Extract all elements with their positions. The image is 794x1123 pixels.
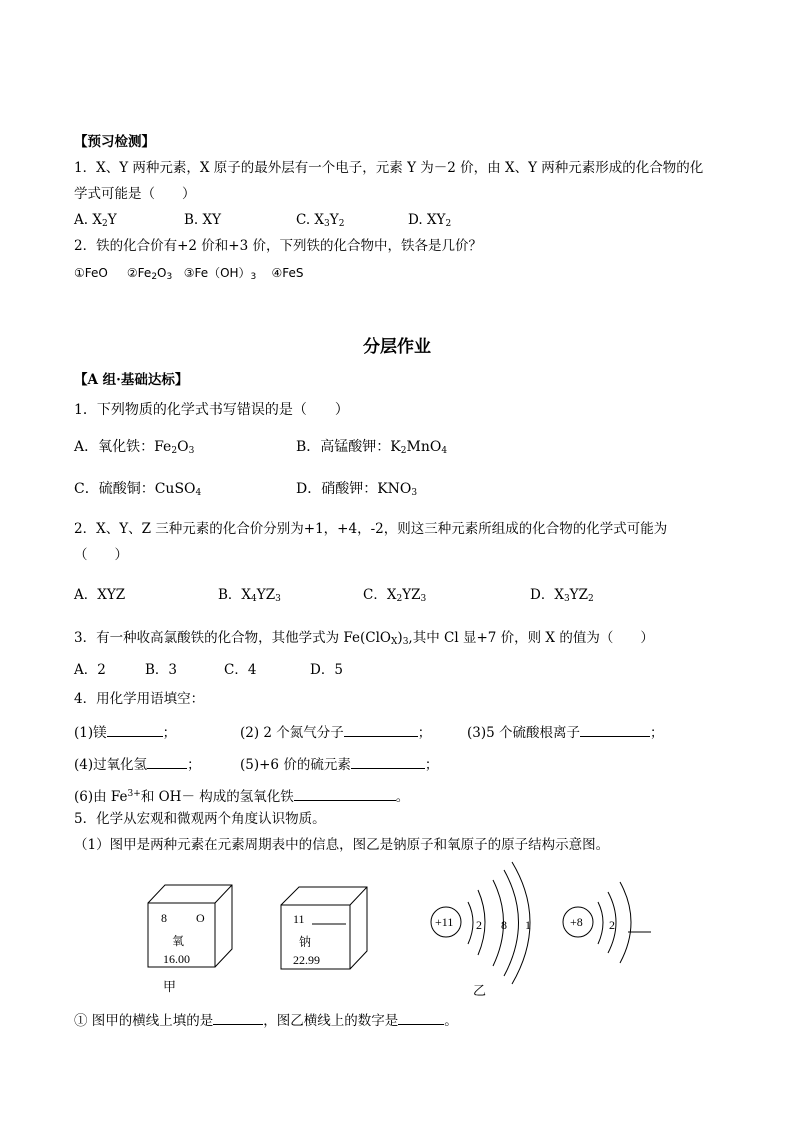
sodium-shell-2: 8	[501, 918, 507, 932]
blank-2[interactable]	[344, 723, 418, 737]
item-fes: ④FeS	[271, 266, 304, 280]
q4-part-4: (4)过氧化氢 ；	[74, 757, 201, 773]
preview-heading: 【预习检测】	[74, 134, 155, 150]
group-a-q5-question: ① 图甲的横线上填的是 ，图乙横线上的数字是 。	[74, 1013, 458, 1029]
q4-part-6: (6)由 $Fe^{3+}$和 OH－ 构成的氢氧化铁 。	[74, 789, 410, 805]
blank-6[interactable]	[294, 787, 396, 801]
group-a-q2-option-a: A．XYZ	[74, 587, 126, 603]
group-a-q1-option-a: A．氧化铁：$Fe_2O_3$	[74, 439, 195, 456]
sodium-mass: 22.99	[293, 953, 320, 967]
preview-q1-line2: 学式可能是（ ）	[74, 186, 196, 202]
preview-q1-option-b: B. XY	[184, 212, 222, 228]
item-fe2o3: $②Fe_2O_3$	[126, 266, 173, 282]
q4-part-1: (1)镁 ；	[74, 725, 177, 741]
group-a-q4-stem: 4．用化学用语填空：	[74, 691, 205, 707]
group-a-q5-stem: 5．化学从宏观和微观两个角度认识物质。	[74, 811, 326, 827]
group-a-q1-option-b: B．高锰酸钾：$K_2MnO_4$	[296, 439, 448, 456]
sodium-number: 11	[293, 912, 305, 926]
group-a-q3-option-b: B．3	[145, 662, 178, 678]
group-a-heading: 【A 组·基础达标】	[74, 372, 189, 388]
group-a-q1-option-d: D．硝酸钾：$KNO_3$	[296, 481, 418, 498]
oxygen-nucleus: +8	[570, 915, 583, 929]
blank-7[interactable]	[213, 1011, 263, 1025]
group-a-q3-option-c: C．4	[224, 662, 257, 678]
group-a-q3-option-d: D．5	[310, 662, 343, 678]
preview-q1-option-c: C. $X_3Y_2$	[296, 212, 345, 229]
sodium-shell-3: 1	[525, 918, 531, 932]
preview-q1-option-a: A. $X_2Y$	[74, 212, 117, 229]
preview-q1-option-d: D. $XY_2$	[408, 212, 452, 229]
sodium-shell-1: 2	[476, 918, 482, 932]
sodium-nucleus: +11	[435, 915, 454, 929]
blank-8[interactable]	[398, 1011, 444, 1025]
label-jia: 甲	[163, 980, 177, 995]
blank-3[interactable]	[580, 723, 650, 737]
label-yi: 乙	[473, 984, 487, 999]
oxygen-name: 氧	[172, 934, 185, 948]
preview-q1-line1: 1．X、Y 两种元素，X 原子的最外层有一个电子，元素 Y 为－2 价，由 X、Y 两种元素形成的化合物的化	[74, 160, 704, 176]
group-a-q2-option-c: C．$X_2YZ_3$	[363, 587, 427, 604]
preview-q2-items	[74, 264, 304, 282]
group-a-q3-stem: 3．有一种收高氯酸铁的化合物，其他学式为 $Fe(ClO_X)_3$,其中 Cl 显+7 价，则 X 的值为（ ）	[74, 630, 654, 647]
element-box-oxygen	[148, 885, 232, 967]
q4-part-2: (2) 2 个氮气分子 ；	[240, 725, 432, 741]
blank-1[interactable]	[107, 723, 163, 737]
q4-part-5: (5)+6 价的硫元素 ；	[240, 757, 439, 773]
group-a-q2-option-d: D．$X_3YZ_2$	[530, 587, 594, 604]
oxygen-mass: 16.00	[163, 952, 190, 966]
preview-q2-line: 2．铁的化合价有+2 价和+3 价，下列铁的化合物中，铁各是几价？	[74, 238, 482, 254]
item-feo: ①FeO	[74, 266, 108, 280]
group-a-q1-stem: 1．下列物质的化学式书写错误的是（ ）	[74, 402, 349, 418]
sodium-name: 钠	[299, 935, 312, 949]
blank-5[interactable]	[351, 755, 425, 769]
group-a-q2-option-b: B．$X_4YZ_3$	[218, 587, 281, 604]
group-a-q2-line2: （ ）	[74, 547, 128, 563]
group-a-q2-line1: 2．X、Y、Z 三种元素的化合价分别为+1，+4，-2，则这三种元素所组成的化合物的化学式可能为	[74, 521, 668, 537]
group-a-q1-option-c: C．硫酸铜：CuSO$_4$	[74, 481, 202, 498]
oxygen-number: 8	[161, 911, 167, 925]
oxygen-shell-1: 2	[609, 918, 615, 932]
group-a-q5-sub1: （1）图甲是两种元素在元素周期表中的信息，图乙是钠原子和氧原子的原子结构示意图。	[74, 837, 610, 853]
blank-4[interactable]	[147, 755, 187, 769]
group-a-q3-option-a: A．2	[74, 662, 106, 678]
section-title: 分层作业	[363, 337, 431, 357]
oxygen-symbol: O	[196, 911, 205, 925]
item-feoh3: $③Fe(OH)_3$	[183, 266, 257, 282]
q4-part-3: (3)5 个硫酸根离子 ；	[467, 725, 664, 741]
